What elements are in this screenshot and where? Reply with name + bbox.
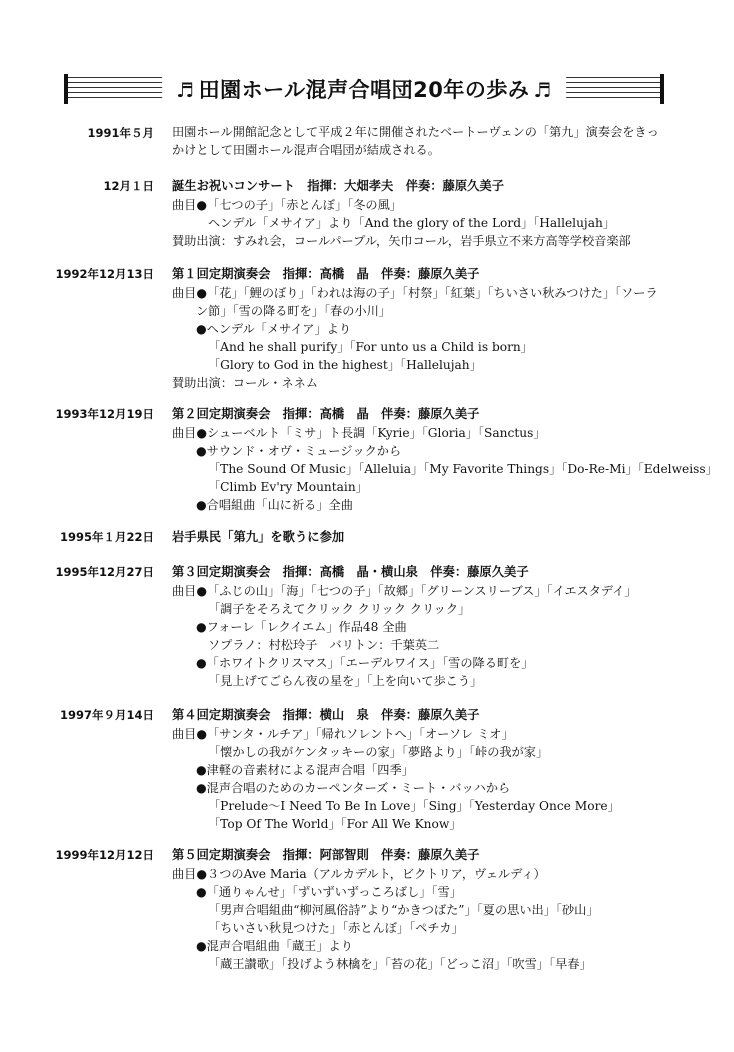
entry-line: 「見上げてごらん夜の星を」「上を向いて歩こう」 <box>208 674 483 688</box>
concert-heading: 第５回定期演奏会 指揮：阿部智則 伴奏：藤原久美子 <box>172 848 480 862</box>
entry-line: 賛助出演：すみれ会，コールパープル，矢巾コール，岩手県立不来方高等学校音楽部 <box>172 234 631 248</box>
entry-line: 「蔵王讃歌」「投げよう林檎を」「苔の花」「どっこ沼」「吹雪」「早春」 <box>208 957 592 971</box>
entry-line: ヘンデル「メサイア」より「And the glory of the Lord」「Hallelujah」 <box>208 216 616 230</box>
entry-line: ●合唱組曲「山に祈る」全曲 <box>196 498 353 512</box>
entry-line: 田園ホール開館記念として平成２年に開催されたベートーヴェンの「第九」演奏会をきっ <box>172 125 659 139</box>
entry-date: 1995年12月27日 <box>55 565 154 579</box>
entry-line: 「懐かしの我がケンタッキーの家」「夢路より」「峠の我が家」 <box>208 745 549 759</box>
entry-date: 1992年12月13日 <box>55 267 154 281</box>
entry-content <box>172 404 718 514</box>
page-title <box>162 74 566 104</box>
entry-line: ●サウンド・オヴ・ミュージックから <box>196 444 402 458</box>
page-title-text: 田園ホール混声合唱団20年の歩み <box>198 78 530 102</box>
concert-heading: 第１回定期演奏会 指揮：高橋 晶 伴奏：藤原久美子 <box>172 267 480 281</box>
entry-line: 曲目●「ふじの山」「海」「七つの子」「故郷」「グリーンスリーブス」「イエスタデイ」 <box>172 584 637 598</box>
concert-heading: 第３回定期演奏会 指揮：高橋 晶・横山泉 伴奏：藤原久美子 <box>172 565 529 579</box>
entry-date: 1991年５月 <box>87 126 154 140</box>
entry-line: 「Top Of The World」「For All We Know」 <box>208 817 462 831</box>
entry-line: ●ヘンデル「メサイア」より <box>196 322 352 336</box>
entry-date: 1995年１月22日 <box>59 530 154 544</box>
entry-line: 賛助出演：コール・ネネム <box>172 376 319 390</box>
entry-line: かけとして田園ホール混声合唱団が結成される。 <box>172 143 440 157</box>
entry-line: 「Prelude～I Need To Be In Love」「Sing」「Yesterday Once More」 <box>208 799 620 813</box>
entry-content <box>172 264 677 392</box>
entry-line: 曲目●「七つの子」「赤とんぼ」「冬の風」 <box>172 198 402 212</box>
entry-line: 「The Sound Of Music」「Alleluia」「My Favorite Things」「Do-Re-Mi」「Edelweiss」 <box>208 462 718 476</box>
title-banner <box>64 74 664 104</box>
entry-content <box>172 527 677 547</box>
concert-heading: 岩手県民「第九」を歌うに参加 <box>172 530 345 544</box>
entry-line: 「Glory to God in the highest」「Hallelujah」 <box>208 358 482 372</box>
entry-line: ン節」「雪の降る町を」「春の小川」 <box>196 304 391 318</box>
music-note-icon: ♬ <box>176 78 195 102</box>
entry-date: 1999年12月12日 <box>55 848 154 862</box>
entry-content <box>172 176 677 250</box>
entry-content <box>172 845 677 973</box>
entry-line: ●混声合唱のためのカーペンターズ・ミート・バッハから <box>196 781 511 795</box>
entry-date: 1993年12月19日 <box>55 407 154 421</box>
entry-line: 「調子をそろえてクリック クリック クリック」 <box>208 602 471 616</box>
entry-date: 1997年９月14日 <box>59 708 154 722</box>
entry-line: ●「ホワイトクリスマス」「エーデルワイス」「雪の降る町を」 <box>196 656 534 670</box>
concert-heading: 誕生お祝いコンサート 指揮：大畑孝夫 伴奏：藤原久美子 <box>172 179 505 193</box>
entry-line: 「Climb Ev'ry Mountain」 <box>208 480 368 494</box>
entry-line: 「And he shall purify」「For unto us a Child is born」 <box>208 340 533 354</box>
entry-line: ●フォーレ「レクイエム」作品48 全曲 <box>196 620 407 634</box>
entry-date: 12月１日 <box>103 179 154 193</box>
entry-line: ●「通りゃんせ」「ずいずいずっころばし」「雪」 <box>196 885 462 899</box>
entry-content <box>172 705 677 833</box>
entry-content <box>172 562 677 690</box>
concert-heading: 第４回定期演奏会 指揮：横山 泉 伴奏：藤原久美子 <box>172 708 480 722</box>
music-note-icon: ♬ <box>533 78 552 102</box>
entry-line: 曲目●３つのAve Maria（アルカデルト，ビクトリア，ヴェルディ） <box>172 867 546 881</box>
entry-line: 「男声合唱組曲“柳河風俗詩”より“かきつばた”」「夏の思い出」「砂山」 <box>208 903 599 917</box>
entry-line: ソプラノ：村松玲子 バリトン：千葉英二 <box>208 638 440 652</box>
entry-content <box>172 123 677 159</box>
entry-line: 曲目●シューベルト「ミサ」ト長調「Kyrie」「Gloria」「Sanctus」 <box>172 426 546 440</box>
entry-line: 曲目●「花」「鯉のぼり」「われは海の子」「村祭」「紅葉」「ちいさい秋みつけた」「ソーラ <box>172 286 658 300</box>
concert-heading: 第２回定期演奏会 指揮：高橋 晶 伴奏：藤原久美子 <box>172 407 480 421</box>
entry-line: 曲目●「サンタ・ルチア」「帰れソレントへ」「オーソレ ミオ」 <box>172 727 514 741</box>
entry-line: 「ちいさい秋見つけた」「赤とんぼ」「ペチカ」 <box>208 921 464 935</box>
entry-line: ●混声合唱組曲「蔵王」より <box>196 939 353 953</box>
entry-line: ●津軽の音素材による混声合唱「四季」 <box>196 763 414 777</box>
